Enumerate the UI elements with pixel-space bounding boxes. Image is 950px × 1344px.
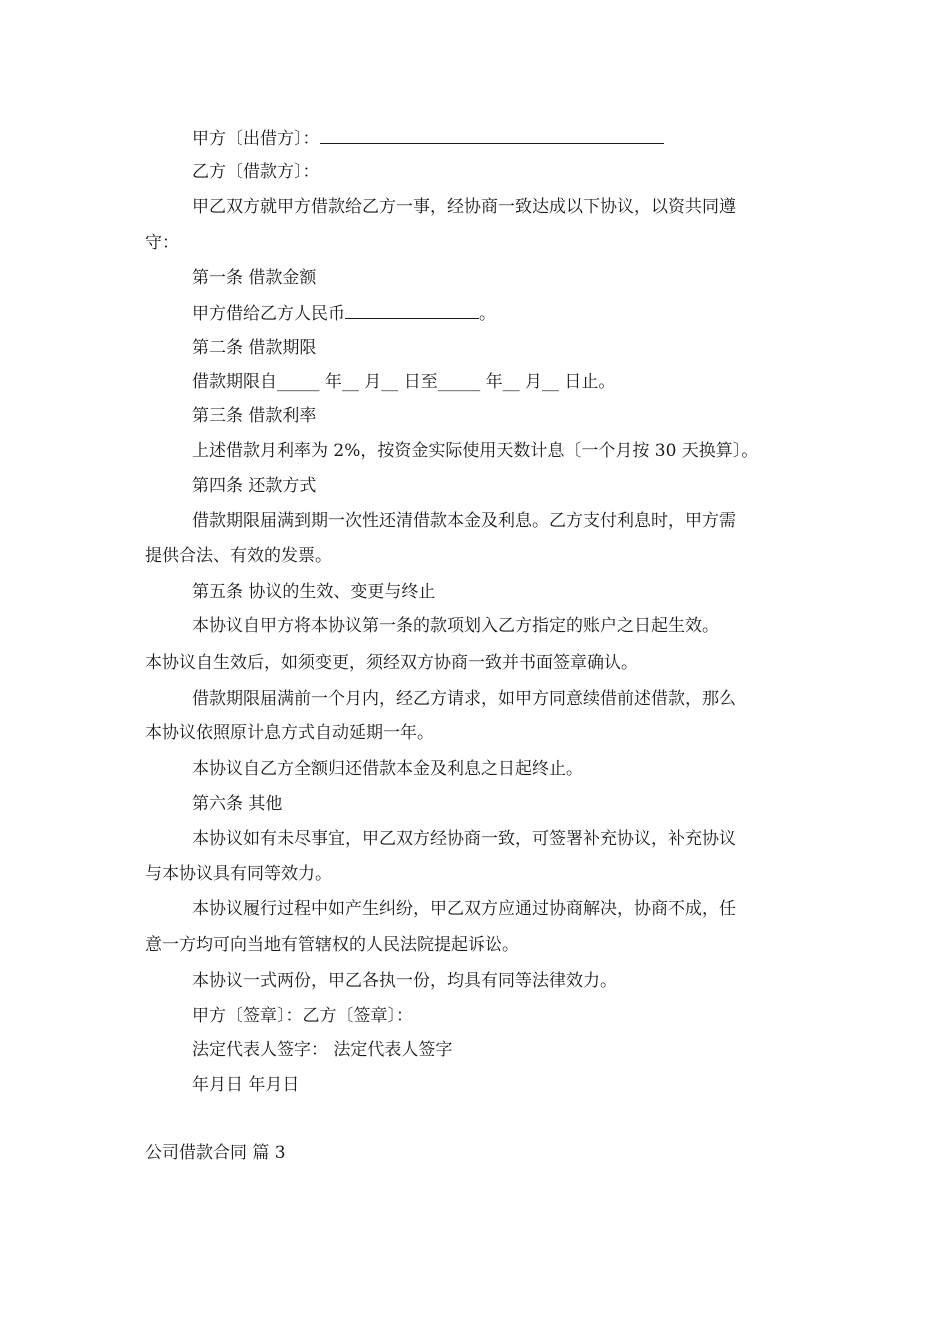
article-6-text-5: 本协议一式两份，甲乙各执一份，均具有同等法律效力。: [192, 971, 617, 991]
article-1-text: [192, 302, 496, 325]
article-5-text-4: 本协议依照原计息方式自动延期一年。: [145, 723, 434, 743]
article-6-text-4: 意一方均可向当地有管辖权的人民法院提起诉讼。: [145, 935, 519, 955]
preamble-line-2: 守：: [145, 233, 179, 253]
party-b-label: 乙方〔借款方〕：: [192, 162, 320, 182]
article-1-text-b: 。: [479, 304, 496, 324]
article-5-text-1: 本协议自甲方将本协议第一条的款项划入乙方指定的账户之日起生效。: [192, 616, 719, 636]
article-2-title: 第二条 借款期限: [192, 338, 317, 358]
preamble-line-1: 甲乙双方就甲方借款给乙方一事，经协商一致达成以下协议，以资共同遵: [192, 197, 736, 217]
article-4-text-1: 借款期限届满到期一次性还清借款本金及利息。乙方支付利息时，甲方需: [192, 511, 736, 531]
article-1-text-a: 甲方借给乙方人民币: [192, 304, 345, 324]
article-6-text-2: 与本协议具有同等效力。: [145, 864, 332, 884]
article-5-text-2: 本协议自生效后，如须变更，须经双方协商一致并书面签章确认。: [145, 653, 638, 673]
signature-dates: 年月日 年月日: [192, 1075, 300, 1095]
article-3-text: 上述借款月利率为 2%，按资金实际使用天数计息〔一个月按 30 天换算〕。: [192, 441, 759, 461]
article-6-text-1: 本协议如有未尽事宜，甲乙双方经协商一致，可签署补充协议，补充协议: [192, 829, 736, 849]
article-6-title: 第六条 其他: [192, 794, 283, 814]
article-5-title: 第五条 协议的生效、变更与终止: [192, 582, 436, 602]
article-2-text: 借款期限自_____ 年__ 月__ 日至_____ 年__ 月__ 日止。: [192, 372, 616, 392]
signature-parties: 甲方〔签章〕：乙方〔签章〕：: [192, 1006, 413, 1026]
article-3-title: 第三条 借款利率: [192, 406, 317, 426]
signature-representatives: 法定代表人签字： 法定代表人签字: [192, 1040, 453, 1060]
party-a-blank: [320, 127, 664, 144]
next-section-heading: 公司借款合同 篇 3: [145, 1143, 286, 1163]
article-4-text-2: 提供合法、有效的发票。: [145, 546, 332, 566]
amount-blank: [345, 302, 479, 319]
article-1-title: 第一条 借款金额: [192, 268, 317, 288]
article-5-text-5: 本协议自乙方全额归还借款本金及利息之日起终止。: [192, 759, 583, 779]
article-4-title: 第四条 还款方式: [192, 476, 317, 496]
article-6-text-3: 本协议履行过程中如产生纠纷，甲乙双方应通过协商解决，协商不成，任: [192, 899, 736, 919]
article-5-text-3: 借款期限届满前一个月内，经乙方请求，如甲方同意续借前述借款，那么: [192, 689, 736, 709]
party-a-label: 甲方〔出借方〕：: [192, 129, 320, 149]
party-a-line: [192, 127, 664, 150]
